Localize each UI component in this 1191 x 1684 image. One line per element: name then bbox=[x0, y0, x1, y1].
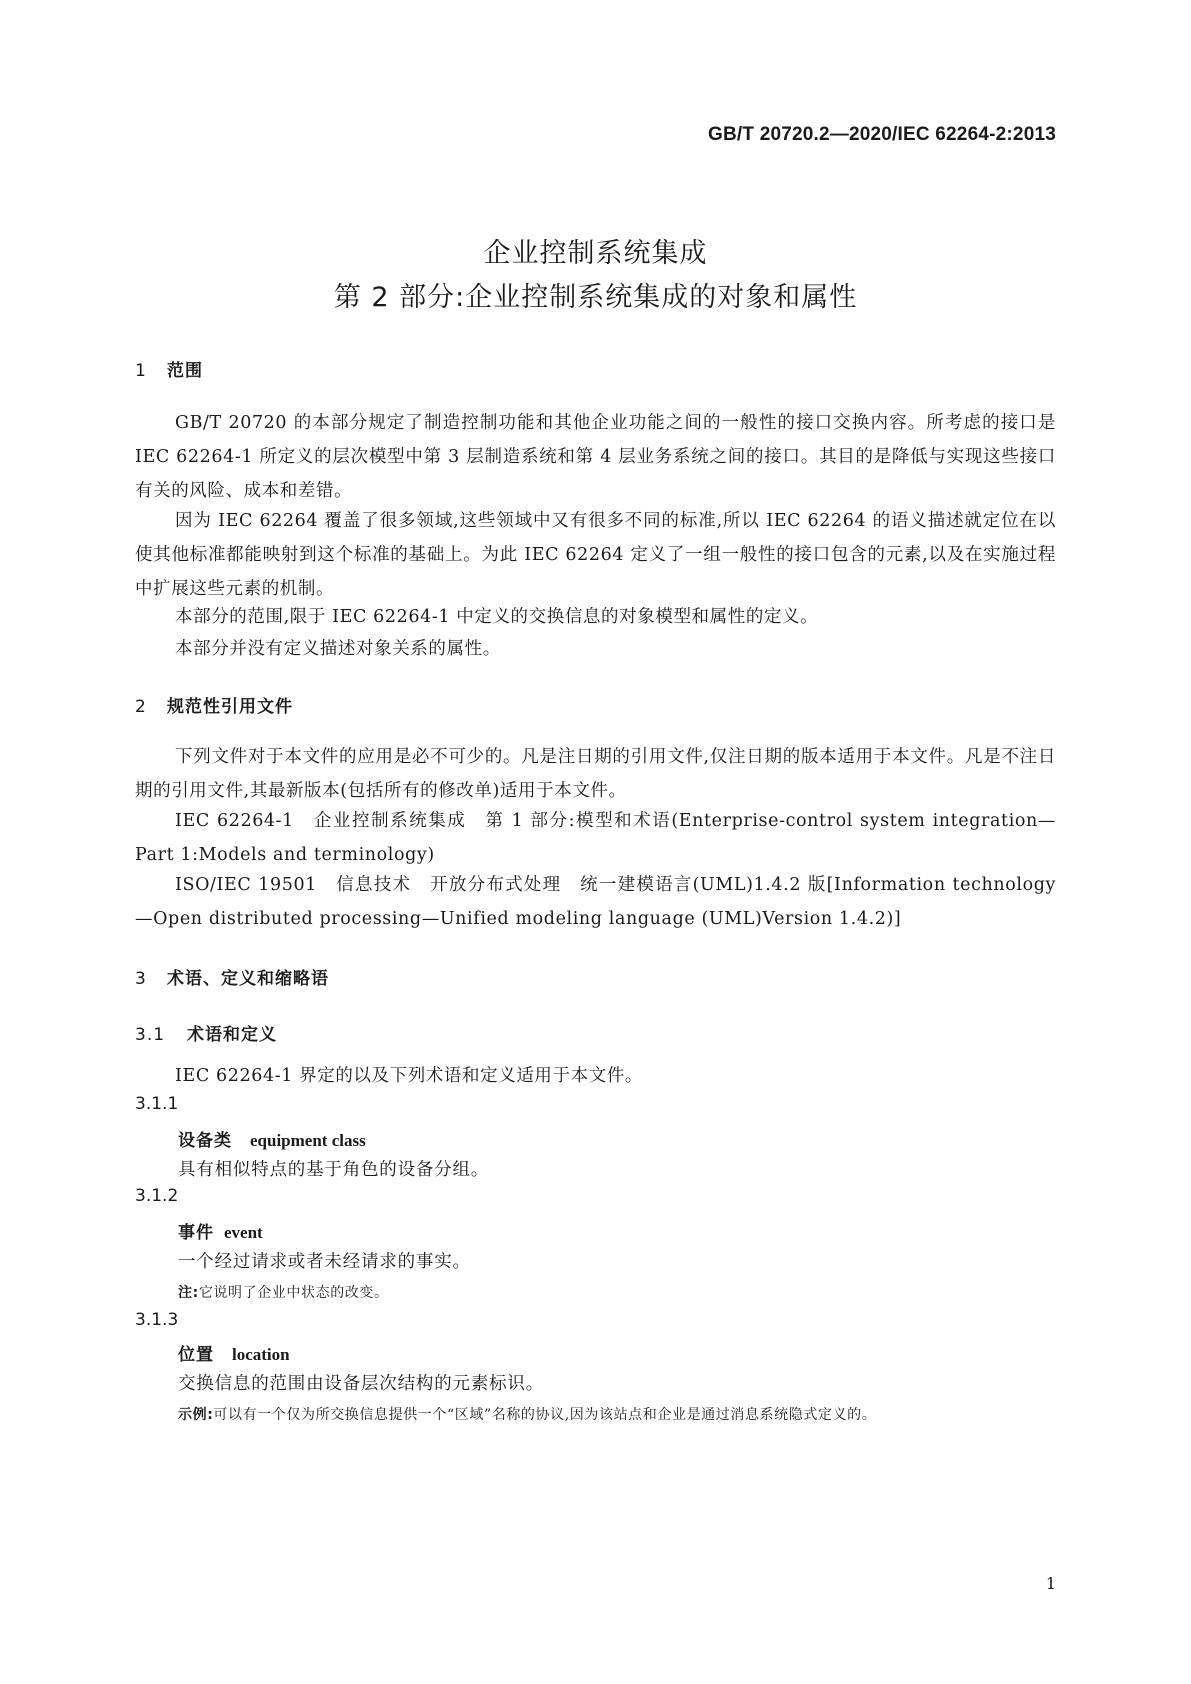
term-zh: 设备类 bbox=[178, 1131, 232, 1151]
standard-number: GB/T 20720.2—2020/IEC 62264-2:2013 bbox=[708, 124, 1056, 145]
term-en: event bbox=[224, 1223, 263, 1242]
subsection-title: 术语和定义 bbox=[187, 1025, 277, 1045]
title-line-1: 企业控制系统集成 bbox=[483, 238, 708, 269]
example-text: 可以有一个仅为所交换信息提供一个“区域”名称的协议,因为该站点和企业是通过消息系统隐式定义的。 bbox=[213, 1407, 877, 1423]
page-number: 1 bbox=[1045, 1574, 1056, 1593]
term-definition: 交换信息的范围由设备层次结构的元素标识。 bbox=[178, 1374, 544, 1394]
section-title: 范围 bbox=[167, 361, 203, 381]
reference-item-2: ISO/IEC 19501 信息技术 开放分布式处理 统一建模语言(UML)1.4.2 版[Information technology—Open distributed processing—Unified modeling language (UML)Version 1.4.2)] bbox=[135, 875, 1056, 929]
section-title: 术语、定义和缩略语 bbox=[167, 969, 329, 989]
term-heading bbox=[178, 1340, 290, 1365]
section-number: 1 bbox=[135, 361, 147, 381]
term-number: 3.1.2 bbox=[135, 1186, 179, 1206]
terms-intro: IEC 62264-1 界定的以及下列术语和定义适用于本文件。 bbox=[175, 1066, 644, 1086]
note-label: 注: bbox=[178, 1285, 199, 1301]
term-note bbox=[178, 1282, 389, 1302]
section-3-heading bbox=[135, 964, 329, 989]
note-text: 它说明了企业中状态的改变。 bbox=[198, 1285, 389, 1301]
example-label: 示例: bbox=[178, 1407, 214, 1423]
scope-paragraph-1: GB/T 20720 的本部分规定了制造控制功能和其他企业功能之间的一般性的接口交换内容。所考虑的接口是 IEC 62264-1 所定义的层次模型中第 3 层制造系统和第 4 层业务系统之间的接口。其目的是降低与实现这些接口有关的风险、成本和差错。 bbox=[135, 413, 1056, 501]
scope-paragraph-4: 本部分并没有定义描述对象关系的属性。 bbox=[175, 639, 501, 659]
term-heading bbox=[178, 1126, 366, 1151]
subsection-number: 3.1 bbox=[135, 1025, 166, 1045]
section-title: 规范性引用文件 bbox=[167, 697, 293, 717]
document-title bbox=[0, 232, 1191, 320]
term-zh: 位置 bbox=[178, 1345, 214, 1365]
section-number: 2 bbox=[135, 697, 147, 717]
term-number: 3.1.3 bbox=[135, 1310, 179, 1330]
term-heading bbox=[178, 1218, 263, 1243]
scope-paragraph-2: 因为 IEC 62264 覆盖了很多领域,这些领域中又有很多不同的标准,所以 IEC 62264 的语义描述就定位在以使其他标准都能映射到这个标准的基础上。为此 IEC 62264 定义了一组一般性的接口包含的元素,以及在实施过程中扩展这些元素的机制。 bbox=[135, 511, 1056, 599]
section-1-heading bbox=[135, 356, 203, 381]
section-2-heading bbox=[135, 692, 293, 717]
term-number: 3.1.1 bbox=[135, 1094, 179, 1114]
title-line-2: 第 2 部分:企业控制系统集成的对象和属性 bbox=[333, 282, 858, 313]
term-en: equipment class bbox=[250, 1131, 366, 1150]
term-zh: 事件 bbox=[178, 1223, 214, 1243]
section-number: 3 bbox=[135, 969, 147, 989]
normative-refs-intro: 下列文件对于本文件的应用是必不可少的。凡是注日期的引用文件,仅注日期的版本适用于本文件。凡是不注日期的引用文件,其最新版本(包括所有的修改单)适用于本文件。 bbox=[135, 747, 1056, 801]
term-definition: 具有相似特点的基于角色的设备分组。 bbox=[178, 1160, 490, 1180]
reference-item-1: IEC 62264-1 企业控制系统集成 第 1 部分:模型和术语(Enterprise-control system integration—Part 1:Models and terminology) bbox=[135, 811, 1056, 865]
scope-paragraph-3: 本部分的范围,限于 IEC 62264-1 中定义的交换信息的对象模型和属性的定义。 bbox=[175, 607, 819, 627]
term-en: location bbox=[232, 1345, 290, 1364]
term-example bbox=[178, 1404, 876, 1424]
term-definition: 一个经过请求或者未经请求的事实。 bbox=[178, 1252, 471, 1272]
subsection-3-1-heading bbox=[135, 1020, 277, 1045]
